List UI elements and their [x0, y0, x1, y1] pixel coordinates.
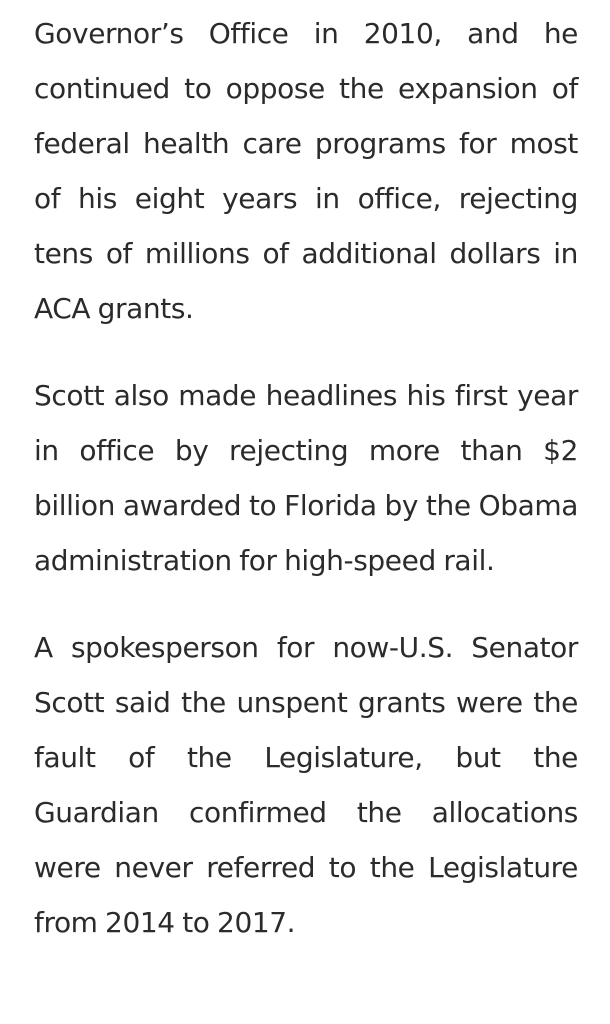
paragraph-high-speed-rail: Scott also made headlines his first year in office by rejecting more than $2 billion awarded to Florida by the Obama administration for high-speed rail. — [34, 379, 578, 577]
paragraph-governors-office: Governor’s Office in 2010, and he continued to oppose the expansion of federal health care programs for most of his eight years in office, rejecting tens of millions of additional dollars in ACA grants. — [34, 17, 578, 325]
paragraph-spokesperson: A spokesperson for now-U.S. Senator Scott said the unspent grants were the fault of the Legislature, but the Guardian confirmed the allocations were never referred to the Legislature from 2014 to 2017. — [34, 631, 578, 939]
article-body — [34, 6, 578, 950]
